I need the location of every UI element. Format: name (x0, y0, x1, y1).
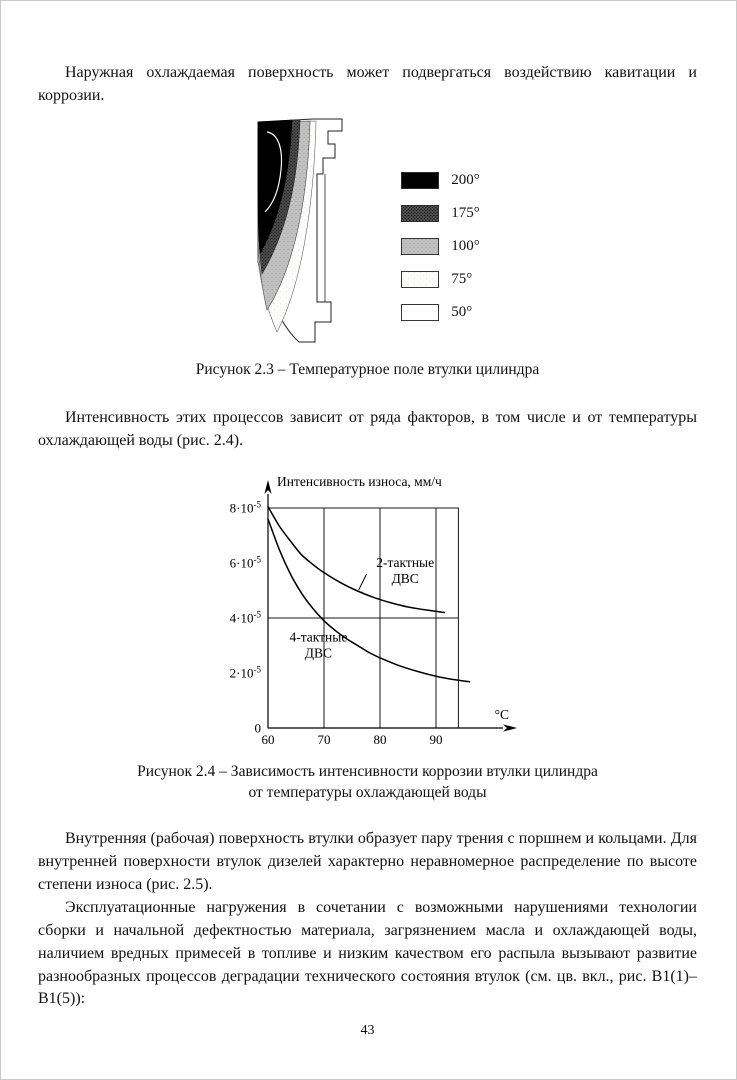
legend-label: 175° (451, 204, 480, 221)
paragraph-3: Внутренняя (рабочая) поверхность втулки образует пару трения с поршнем и кольцами. Для внутренней поверхности втулок дизелей характерно неравномерное распределение по высоте степени износа (рис. 2.5). (38, 830, 697, 894)
paragraph-2: Интенсивность этих процессов зависит от ряда факторов, в том числе и от температуры охлаждающей воды (рис. 2.4). (38, 408, 697, 449)
y-tick-label: $2\cdot 10^{-5}$ (229, 664, 261, 681)
fig23-legend (401, 172, 480, 321)
page-number: 43 (360, 1023, 375, 1039)
figure-2-4 (38, 470, 697, 804)
chart-container (38, 470, 697, 752)
y-tick-label: $6\cdot 10^{-5}$ (229, 554, 261, 571)
x-tick-label: 90 (429, 732, 442, 748)
legend-label: 75° (451, 270, 473, 287)
figure-2-4-caption-line2: от температуры охлаждающей воды (248, 784, 487, 802)
wear-intensity-chart (213, 470, 523, 752)
y-tick-label: $4\cdot 10^{-5}$ (229, 609, 261, 626)
legend-item (401, 238, 480, 255)
legend-swatch (401, 238, 439, 255)
legend-item (401, 205, 480, 222)
x-tick-label: 80 (373, 732, 386, 748)
series-label: ДВС (304, 645, 332, 661)
paragraph-1: Наружная охлаждаемая поверхность может подвергаться воздействию кавитации и коррозии. (38, 64, 697, 104)
chart-title: Интенсивность износа, мм/ч (276, 474, 442, 490)
series-label-leader (358, 574, 366, 590)
paragraph-4: Эксплуатационные нагружения в сочетании с возможными нарушениями технологии сборки и начальной дефектностью материала, загрязнением масла и охлаждающей воды, наличием вредных примесей в топливе и низким качеством его распыла вызывают развитие разнообразных процессов деградации технического состояния втулок (см. цв. вкл., рис. В1(1)–В1(5)): (38, 898, 697, 1008)
legend-item (401, 271, 480, 288)
series-label: 2-тактные (375, 555, 434, 571)
series-label: 4-тактные (288, 629, 347, 645)
legend-item (401, 172, 480, 189)
legend-swatch (401, 271, 439, 288)
y-tick-label: $8\cdot 10^{-5}$ (229, 499, 261, 516)
legend-item (401, 304, 480, 321)
figure-2-3-caption: Рисунок 2.3 – Температурное поле втулки цилиндра (195, 360, 540, 378)
x-unit-label: °C (494, 707, 509, 723)
legend-swatch (401, 205, 439, 222)
series-curve (268, 519, 470, 682)
figure-2-4-caption-line1: Рисунок 2.4 – Зависимость интенсивности коррозии втулки цилиндра (137, 763, 598, 781)
y-axis-arrow (264, 480, 271, 494)
figure-2-3-content (38, 116, 697, 346)
x-tick-label: 60 (261, 732, 274, 748)
y-tick-label: 0 (254, 720, 261, 736)
legend-label: 200° (451, 171, 480, 188)
series-label: ДВС (391, 571, 419, 587)
figure-2-4-caption (38, 762, 697, 804)
legend-label: 50° (451, 303, 473, 320)
legend-swatch (401, 172, 439, 189)
x-tick-label: 70 (317, 732, 330, 748)
cylinder-liner-figure (255, 116, 355, 346)
legend-swatch (401, 304, 439, 321)
x-axis-arrow (503, 725, 517, 732)
figure-2-3 (38, 116, 697, 381)
legend-label: 100° (451, 237, 480, 254)
